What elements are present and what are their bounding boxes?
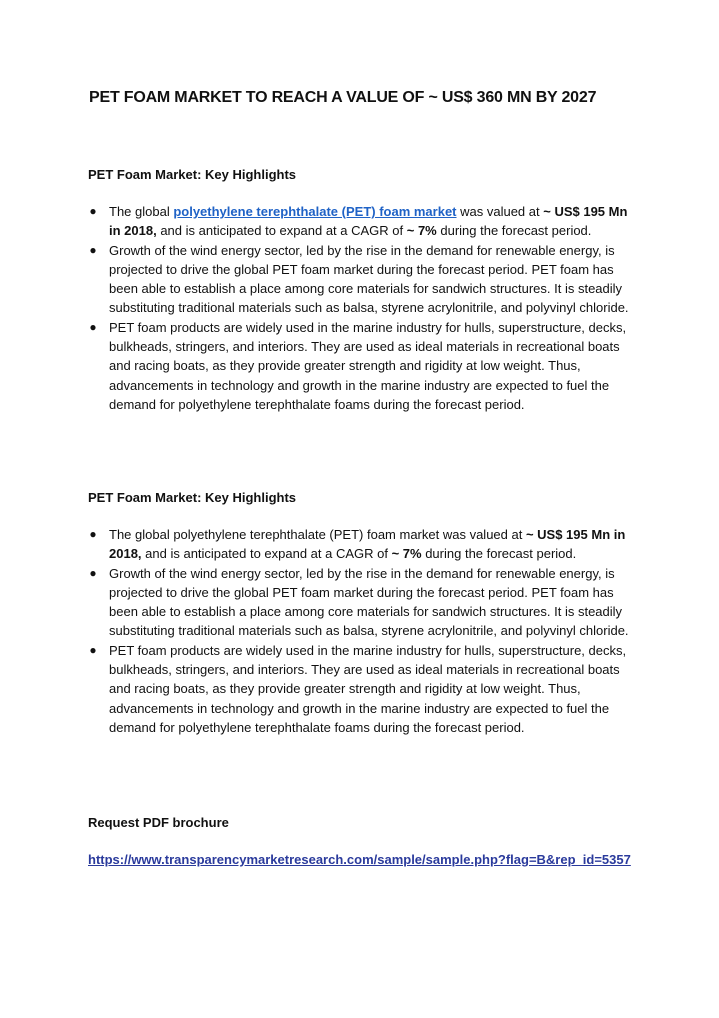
bullet-icon: ● (89, 242, 97, 257)
highlights-list-2 (88, 525, 640, 737)
highlights-list-1 (88, 202, 640, 414)
page-title: PET FOAM MARKET TO REACH A VALUE OF ~ US$ 360 MN BY 2027 (89, 89, 597, 106)
bullet-icon: ● (89, 565, 97, 580)
pet-foam-market-link[interactable]: polyethylene terephthalate (PET) foam market (173, 204, 457, 219)
bullet-icon: ● (89, 527, 97, 541)
list-item: ● PET foam products are widely used in the marine industry for hulls, superstructure, decks, bulkheads, stringers, and interiors. They are used as ideal materials in recreational boats and racing boats, as they provide greater strength and rigidity at low weight. Thus, advancements in technology and growth in the marine industry are expected to fuel the demand for polyethylene terephthalate foams during the forecast period. (89, 319, 627, 412)
section-heading-key-highlights-1: PET Foam Market: Key Highlights (88, 167, 297, 182)
list-item: ● Growth of the wind energy sector, led by the rise in the demand for renewable energy, is projected to drive the global PET foam market during the forecast period. PET foam has been able to establish a place among core materials for sandwich structures. It is steadily substituting traditional materials such as balsa, styrene acrylonitrile, and polyvinyl chloride. (89, 565, 629, 639)
bullet-icon: ● (89, 319, 97, 334)
brochure-url-link[interactable]: https://www.transparencymarketresearch.com/sample/sample.php?flag=B&rep_id=5357 (88, 852, 631, 867)
list-item: ● The global polyethylene terephthalate (PET) foam market was valued at ~ US$ 195 Mn in 2018, and is anticipated to expand at a CAGR of ~ 7% during the forecast period. (89, 527, 626, 562)
list-item: ● The global polyethylene terephthalate (PET) foam market was valued at ~ US$ 195 Mn in 2018, and is anticipated to expand at a CAGR of ~ 7% during the forecast period. (89, 204, 628, 239)
bullet-icon: ● (89, 204, 97, 218)
bullet-icon: ● (89, 642, 97, 657)
list-item: ● Growth of the wind energy sector, led by the rise in the demand for renewable energy, is projected to drive the global PET foam market during the forecast period. PET foam has been able to establish a place among core materials for sandwich structures. It is steadily substituting traditional materials such as balsa, styrene acrylonitrile, and polyvinyl chloride. (89, 242, 629, 316)
section-heading-key-highlights-2: PET Foam Market: Key Highlights (88, 490, 297, 505)
request-brochure-heading: Request PDF brochure (88, 815, 229, 830)
list-item: ● PET foam products are widely used in the marine industry for hulls, superstructure, decks, bulkheads, stringers, and interiors. They are used as ideal materials in recreational boats and racing boats, as they provide greater strength and rigidity at low weight. Thus, advancements in technology and growth in the marine industry are expected to fuel the demand for polyethylene terephthalate foams during the forecast period. (89, 642, 627, 735)
